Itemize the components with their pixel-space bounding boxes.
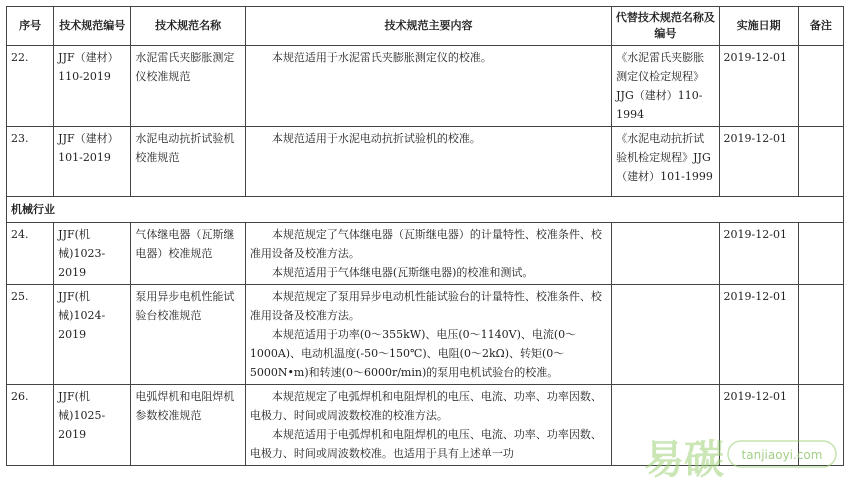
cell-name: 电弧焊机和电阻焊机参数校准规范	[131, 385, 245, 466]
cell-date: 2019-12-01	[719, 223, 798, 285]
cell-replaced	[612, 223, 719, 285]
header-name: 技术规范名称	[131, 7, 245, 46]
content-paragraph: 本规范适用于电弧焊机和电阻焊机的电压、电流、功率、功率因数、电极力、时间或周波数校准。也适用于具有上述单一功	[249, 428, 602, 460]
cell-name: 水泥雷氏夹膨胀测定仪校准规范	[131, 46, 245, 127]
cell-date: 2019-12-01	[719, 385, 798, 466]
cell-content	[245, 127, 611, 197]
content-paragraph: 本规范规定了电弧焊机和电阻焊机的电压、电流、功率、功率因数、电极力、时间或周波数校准的校准方法。	[249, 390, 602, 422]
cell-name: 气体继电器（瓦斯继电器）校准规范	[131, 223, 245, 285]
watermark-url-text: tanjiaoyi.com	[741, 448, 823, 462]
cell-replaced	[612, 285, 719, 385]
table-row	[7, 127, 844, 197]
watermark-cn-text: 易碳	[644, 437, 724, 483]
table-row	[7, 285, 844, 385]
cell-no: 24.	[7, 223, 54, 285]
watermark-logo	[624, 427, 839, 485]
cell-remark	[798, 223, 843, 285]
cell-name: 泵用异步电机性能试验台校准规范	[131, 285, 245, 385]
cell-replaced: 《水泥雷氏夹膨胀测定仪检定规程》JJG（建材）110-1994	[612, 46, 719, 127]
cell-replaced: 《水泥电动抗折试验机检定规程》JJG（建材）101-1999	[612, 127, 719, 197]
cell-code: JJF(机械)1024-2019	[54, 285, 131, 385]
cell-no: 22.	[7, 46, 54, 127]
cell-no: 26.	[7, 385, 54, 466]
cell-code: JJF(机械)1025-2019	[54, 385, 131, 466]
content-paragraph: 本规范规定了气体继电器（瓦斯继电器）的计量特性、校准条件、校准用设备及校准方法。	[249, 228, 602, 260]
content-paragraph: 本规范适用于水泥雷氏夹膨胀测定仪的校准。	[271, 51, 492, 64]
cell-content	[245, 385, 611, 466]
content-paragraph: 本规范规定了泵用异步电动机性能试验台的计量特性、校准条件、校准用设备及校准方法。	[249, 290, 602, 322]
table-header-row	[7, 7, 844, 46]
cell-remark	[798, 127, 843, 197]
table-row	[7, 223, 844, 285]
cell-date: 2019-12-01	[719, 127, 798, 197]
cell-date: 2019-12-01	[719, 46, 798, 127]
cell-content	[245, 285, 611, 385]
cell-code: JJF（建材）110-2019	[54, 46, 131, 127]
cell-date: 2019-12-01	[719, 285, 798, 385]
content-paragraph: 本规范适用于水泥电动抗折试验机的校准。	[271, 132, 481, 145]
cell-remark	[798, 285, 843, 385]
standards-table	[6, 6, 844, 466]
header-date: 实施日期	[719, 7, 798, 46]
header-replaced: 代替技术规范名称及编号	[612, 7, 719, 46]
content-paragraph: 本规范适用于气体继电器(瓦斯继电器)的校准和测试。	[271, 266, 534, 279]
section-row	[7, 197, 844, 223]
header-remark: 备注	[798, 7, 843, 46]
table-row	[7, 46, 844, 127]
section-title: 机械行业	[7, 197, 844, 223]
cell-name: 水泥电动抗折试验机校准规范	[131, 127, 245, 197]
header-code: 技术规范编号	[54, 7, 131, 46]
cell-code: JJF(机械)1023-2019	[54, 223, 131, 285]
cell-no: 25.	[7, 285, 54, 385]
content-paragraph: 本规范适用于功率(0～355kW)、电压(0～1140V)、电流(0～1000A)、电动机温度(-50～150℃)、电阻(0～2kΩ)、转矩(0～5000N•m)和转速(0～6000r/min)的泵用电机试验台的校准。	[249, 328, 577, 379]
cell-content	[245, 46, 611, 127]
cell-no: 23.	[7, 127, 54, 197]
header-no: 序号	[7, 7, 54, 46]
cell-code: JJF（建材）101-2019	[54, 127, 131, 197]
cell-content	[245, 223, 611, 285]
header-content: 技术规范主要内容	[245, 7, 611, 46]
cell-remark	[798, 46, 843, 127]
